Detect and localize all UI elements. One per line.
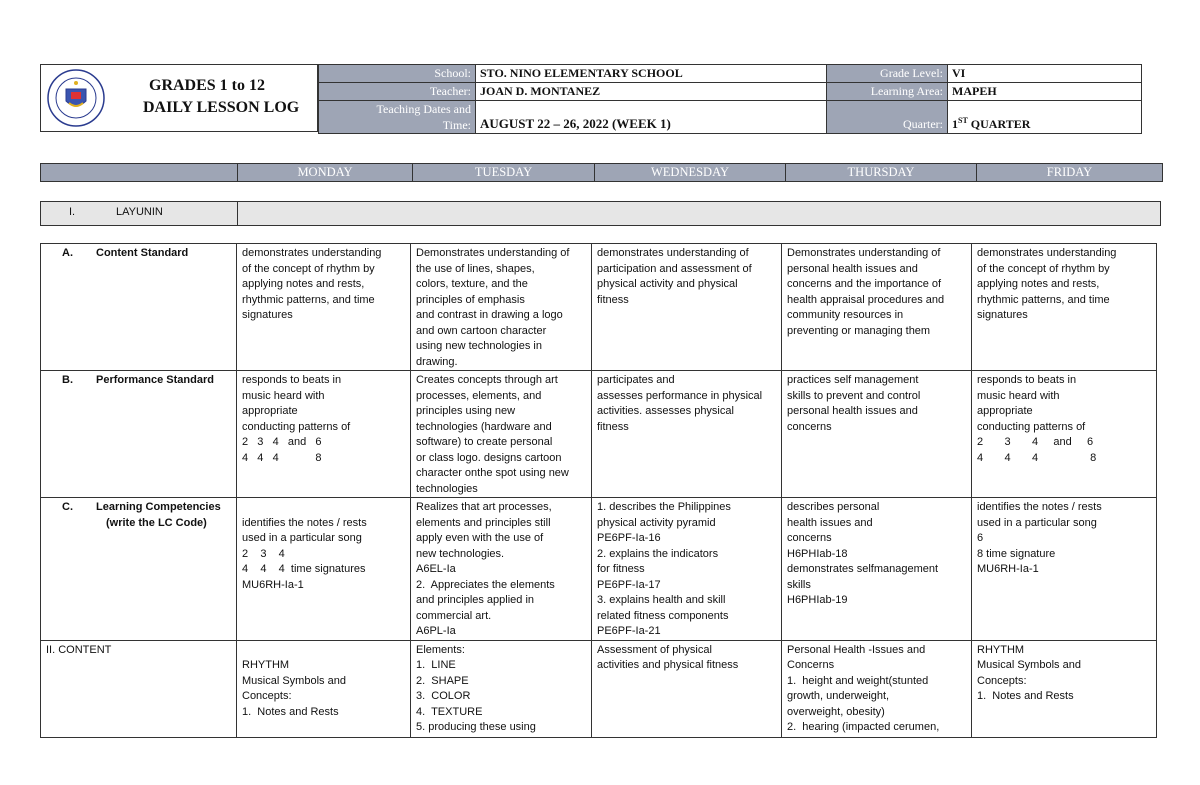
cell-text-line: participates and — [597, 374, 675, 386]
lesson-cell-friday — [972, 498, 1157, 641]
cell-text-line: related fitness components — [597, 609, 729, 622]
cell-text-line: commercial art. — [416, 609, 492, 622]
cell-text-line: activities and physical fitness — [597, 659, 739, 671]
lesson-log-table — [40, 243, 1157, 738]
grade-level-value: VI — [948, 65, 1142, 83]
header-logo-box — [40, 64, 318, 132]
cell-text-line: practices self management — [787, 374, 919, 386]
cell-text-line: demonstrates understanding of — [597, 247, 749, 259]
cell-text-line: Elements: — [416, 643, 465, 656]
cell-text-line: PE6PF-Ia-17 — [597, 578, 661, 591]
cell-text-line: or class logo. designs cartoon — [416, 451, 562, 464]
quarter-number: 1 — [952, 117, 958, 131]
cell-text-line: 2. explains the indicators — [597, 547, 719, 560]
lesson-cell-monday — [237, 640, 411, 737]
cell-text-line: of the concept of rhythm by — [977, 262, 1110, 275]
lesson-cell-thursday — [782, 244, 972, 371]
cell-text-line: overweight, obesity) — [787, 705, 885, 718]
cell-text-line: Concerns — [787, 659, 835, 671]
layunin-divider — [237, 202, 238, 225]
cell-text-line: 5. producing these using — [416, 721, 536, 733]
cell-text-line: 8 time signature — [977, 547, 1056, 560]
cell-text-line: 6 — [977, 532, 984, 544]
cell-text-line: of the concept of rhythm by — [242, 262, 375, 275]
lesson-row — [41, 640, 1157, 737]
cell-text-line: concerns — [787, 420, 832, 433]
cell-text-line: 2. hearing (impacted cerumen, — [787, 721, 940, 733]
row-label-cell — [41, 640, 237, 737]
cell-text-line: and own cartoon character — [416, 324, 547, 337]
cell-text-line: rhythmic patterns, and time — [242, 293, 375, 306]
cell-text-line: Concepts: — [977, 674, 1027, 687]
lesson-info-table — [318, 64, 1142, 134]
cell-text-line: Assessment of physical — [597, 643, 712, 656]
cell-text-line: 3. explains health and skill — [597, 594, 726, 606]
cell-text-line: elements and principles still — [416, 516, 551, 529]
cell-text-line: colors, texture, and the — [416, 278, 528, 290]
cell-text-line: applying notes and rests, — [242, 278, 365, 290]
cell-text-line: technologies — [416, 482, 478, 495]
cell-text-line — [242, 500, 405, 516]
weekday-header-row — [40, 163, 1163, 182]
cell-text-line: participation and assessment of — [597, 262, 752, 275]
lesson-cell-tuesday — [411, 640, 592, 737]
cell-text-line: growth, underweight, — [787, 690, 890, 702]
cell-text-line: MU6RH-Ia-1 — [242, 578, 304, 591]
grade-level-label: Grade Level: — [827, 65, 948, 83]
lesson-cell-wednesday — [592, 371, 782, 498]
teaching-dates-value: AUGUST 22 – 26, 2022 (WEEK 1) — [476, 101, 827, 134]
cell-text-line: new technologies. — [416, 547, 505, 560]
row-label-line: Content Standard — [96, 247, 189, 259]
cell-text-line: music heard with — [977, 389, 1060, 402]
cell-text-line: physical activity and physical — [597, 278, 738, 290]
school-label: School: — [319, 65, 476, 83]
cell-text-line: skills — [787, 578, 811, 591]
cell-text-line: RHYTHM — [242, 659, 290, 671]
cell-text-line: community resources in — [787, 309, 904, 321]
row-label — [46, 643, 111, 659]
teacher-value: JOAN D. MONTANEZ — [476, 83, 827, 101]
lesson-cell-thursday — [782, 498, 972, 641]
lesson-cell-monday — [237, 371, 411, 498]
quarter-superscript: ST — [958, 116, 968, 125]
cell-text-line: personal health issues and — [787, 405, 918, 417]
cell-text-line: 1. Notes and Rests — [242, 705, 339, 718]
cell-text-line: identifies the notes / rests — [977, 501, 1102, 513]
cell-text-line: responds to beats in — [242, 374, 342, 386]
lesson-row — [41, 371, 1157, 498]
cell-text-line: health appraisal procedures and — [787, 293, 945, 306]
document-title — [143, 75, 300, 119]
cell-text-line: Demonstrates understanding of — [416, 247, 570, 259]
cell-text-line: describes personal — [787, 501, 880, 513]
cell-text-line: fitness — [597, 420, 629, 433]
row-label — [96, 246, 188, 262]
cell-text-line: fitness — [597, 293, 629, 306]
school-value: STO. NINO ELEMENTARY SCHOOL — [476, 65, 827, 83]
row-label-cell — [41, 244, 237, 371]
cell-text-line: A6EL-Ia — [416, 563, 456, 575]
layunin-label: LAYUNIN — [116, 206, 163, 218]
cell-text-line: and principles applied in — [416, 594, 535, 606]
lesson-cell-tuesday — [411, 498, 592, 641]
cell-text-line: appropriate — [242, 405, 298, 417]
day-tuesday: TUESDAY — [413, 164, 595, 182]
layunin-number: I. — [69, 206, 76, 218]
cell-text-line: preventing or managing them — [787, 324, 931, 337]
row-label-line: II. CONTENT — [46, 643, 112, 656]
lesson-cell-friday — [972, 371, 1157, 498]
cell-text-line: technologies (hardware and — [416, 420, 552, 433]
cell-text-line: 3. COLOR — [416, 690, 471, 702]
lesson-row — [41, 244, 1157, 371]
cell-text-line: 4 4 4 time signatures — [242, 563, 366, 575]
cell-text-line: processes, elements, and — [416, 389, 542, 402]
cell-text-line: signatures — [242, 309, 293, 321]
lesson-cell-wednesday — [592, 244, 782, 371]
cell-text-line: 1. LINE — [416, 659, 456, 671]
row-label — [96, 373, 214, 389]
cell-text-line: MU6RH-Ia-1 — [977, 563, 1039, 575]
cell-text-line: 2 3 4 — [242, 547, 285, 560]
day-wednesday: WEDNESDAY — [595, 164, 786, 182]
title-line-1: GRADES 1 to 12 — [149, 77, 266, 94]
cell-text-line: Demonstrates understanding of — [787, 247, 941, 259]
cell-text-line: signatures — [977, 309, 1028, 321]
quarter-label: Quarter: — [827, 101, 948, 134]
cell-text-line: demonstrates understanding — [977, 247, 1117, 259]
cell-text-line: Personal Health -Issues and — [787, 643, 926, 656]
cell-text-line: health issues and — [787, 516, 873, 529]
cell-text-line: 4 4 4 8 — [242, 451, 322, 464]
cell-text-line: 2. Appreciates the elements — [416, 578, 555, 591]
cell-text-line: 1. describes the Philippines — [597, 501, 731, 513]
deped-seal-icon — [47, 69, 105, 127]
cell-text-line: PE6PF-Ia-16 — [597, 532, 661, 544]
cell-text-line: 2 3 4 and 6 — [242, 436, 322, 448]
teacher-label: Teacher: — [319, 83, 476, 101]
lesson-cell-wednesday — [592, 498, 782, 641]
row-number: B. — [62, 374, 73, 386]
cell-text-line: apply even with the use of — [416, 532, 544, 544]
cell-text-line: assesses performance in physical — [597, 389, 763, 402]
cell-text-line: PE6PF-Ia-21 — [597, 625, 661, 637]
cell-text-line: personal health issues and — [787, 262, 918, 275]
cell-text-line: software) to create personal — [416, 436, 553, 448]
cell-text-line: demonstrates selfmanagement — [787, 563, 939, 575]
cell-text-line: RHYTHM — [977, 643, 1025, 656]
cell-text-line: Realizes that art processes, — [416, 501, 552, 513]
lesson-cell-friday — [972, 640, 1157, 737]
cell-text-line: the use of lines, shapes, — [416, 262, 535, 275]
cell-text-line: concerns — [787, 532, 832, 544]
learning-area-value: MAPEH — [948, 83, 1142, 101]
row-number: C. — [62, 501, 73, 513]
row-label-cell — [41, 371, 237, 498]
cell-text-line: 4 4 4 8 — [977, 451, 1097, 464]
layunin-row — [40, 201, 1161, 226]
cell-text-line: concerns and the importance of — [787, 278, 942, 290]
lesson-cell-thursday — [782, 640, 972, 737]
cell-text-line: appropriate — [977, 405, 1033, 417]
lesson-row — [41, 498, 1157, 641]
teaching-dates-label-line2: Time: — [442, 118, 471, 132]
cell-text-line: 1. height and weight(stunted — [787, 674, 929, 687]
cell-text-line: H6PHIab-18 — [787, 547, 848, 560]
weekday-header-blank — [41, 164, 238, 182]
cell-text-line: character onthe spot using new — [416, 467, 569, 479]
cell-text-line: identifies the notes / rests — [242, 516, 367, 529]
row-label-cell — [41, 498, 237, 641]
cell-text-line: Concepts: — [242, 690, 292, 702]
cell-text-line: demonstrates understanding — [242, 247, 382, 259]
cell-text-line: rhythmic patterns, and time — [977, 293, 1110, 306]
row-label — [96, 500, 221, 531]
cell-text-line: 1. Notes and Rests — [977, 690, 1074, 702]
teaching-dates-label-line1: Teaching Dates and — [376, 102, 471, 116]
cell-text-line: applying notes and rests, — [977, 278, 1100, 290]
learning-area-label: Learning Area: — [827, 83, 948, 101]
cell-text-line: Musical Symbols and — [977, 659, 1081, 671]
cell-text-line: for fitness — [597, 563, 645, 575]
cell-text-line: used in a particular song — [977, 516, 1097, 529]
cell-text-line: Creates concepts through art — [416, 374, 558, 386]
cell-text-line: skills to prevent and control — [787, 389, 921, 402]
teaching-dates-label — [319, 101, 476, 134]
cell-text-line: principles using new — [416, 405, 516, 417]
row-label-line: Performance Standard — [96, 374, 214, 386]
cell-text-line: activities. assesses physical — [597, 405, 734, 417]
cell-text-line: A6PL-Ia — [416, 625, 456, 637]
cell-text-line: drawing. — [416, 355, 458, 368]
cell-text-line: 2 3 4 and 6 — [977, 436, 1094, 448]
quarter-value — [948, 101, 1142, 134]
day-thursday: THURSDAY — [786, 164, 977, 182]
lesson-cell-friday — [972, 244, 1157, 371]
cell-text-line: 2. SHAPE — [416, 674, 469, 687]
title-line-2: DAILY LESSON LOG — [143, 99, 300, 116]
quarter-text: QUARTER — [967, 117, 1031, 131]
row-label-line: (write the LC Code) — [106, 516, 207, 529]
row-label-line: Learning Competencies — [96, 501, 221, 513]
day-monday: MONDAY — [238, 164, 413, 182]
cell-text-line: music heard with — [242, 389, 325, 402]
cell-text-line: used in a particular song — [242, 532, 362, 544]
cell-text-line: using new technologies in — [416, 340, 542, 352]
lesson-cell-tuesday — [411, 371, 592, 498]
cell-text-line: principles of emphasis — [416, 293, 525, 306]
day-friday: FRIDAY — [977, 164, 1163, 182]
lesson-cell-wednesday — [592, 640, 782, 737]
cell-text-line: responds to beats in — [977, 374, 1077, 386]
cell-text-line: conducting patterns of — [977, 420, 1086, 433]
cell-text-line — [242, 643, 405, 659]
lesson-cell-tuesday — [411, 244, 592, 371]
cell-text-line: conducting patterns of — [242, 420, 351, 433]
row-number: A. — [62, 247, 73, 259]
cell-text-line: and contrast in drawing a logo — [416, 309, 563, 321]
cell-text-line: physical activity pyramid — [597, 516, 716, 529]
cell-text-line: Musical Symbols and — [242, 674, 346, 687]
cell-text-line: H6PHIab-19 — [787, 594, 848, 606]
lesson-cell-monday — [237, 498, 411, 641]
cell-text-line: 4. TEXTURE — [416, 705, 483, 718]
lesson-cell-monday — [237, 244, 411, 371]
lesson-cell-thursday — [782, 371, 972, 498]
